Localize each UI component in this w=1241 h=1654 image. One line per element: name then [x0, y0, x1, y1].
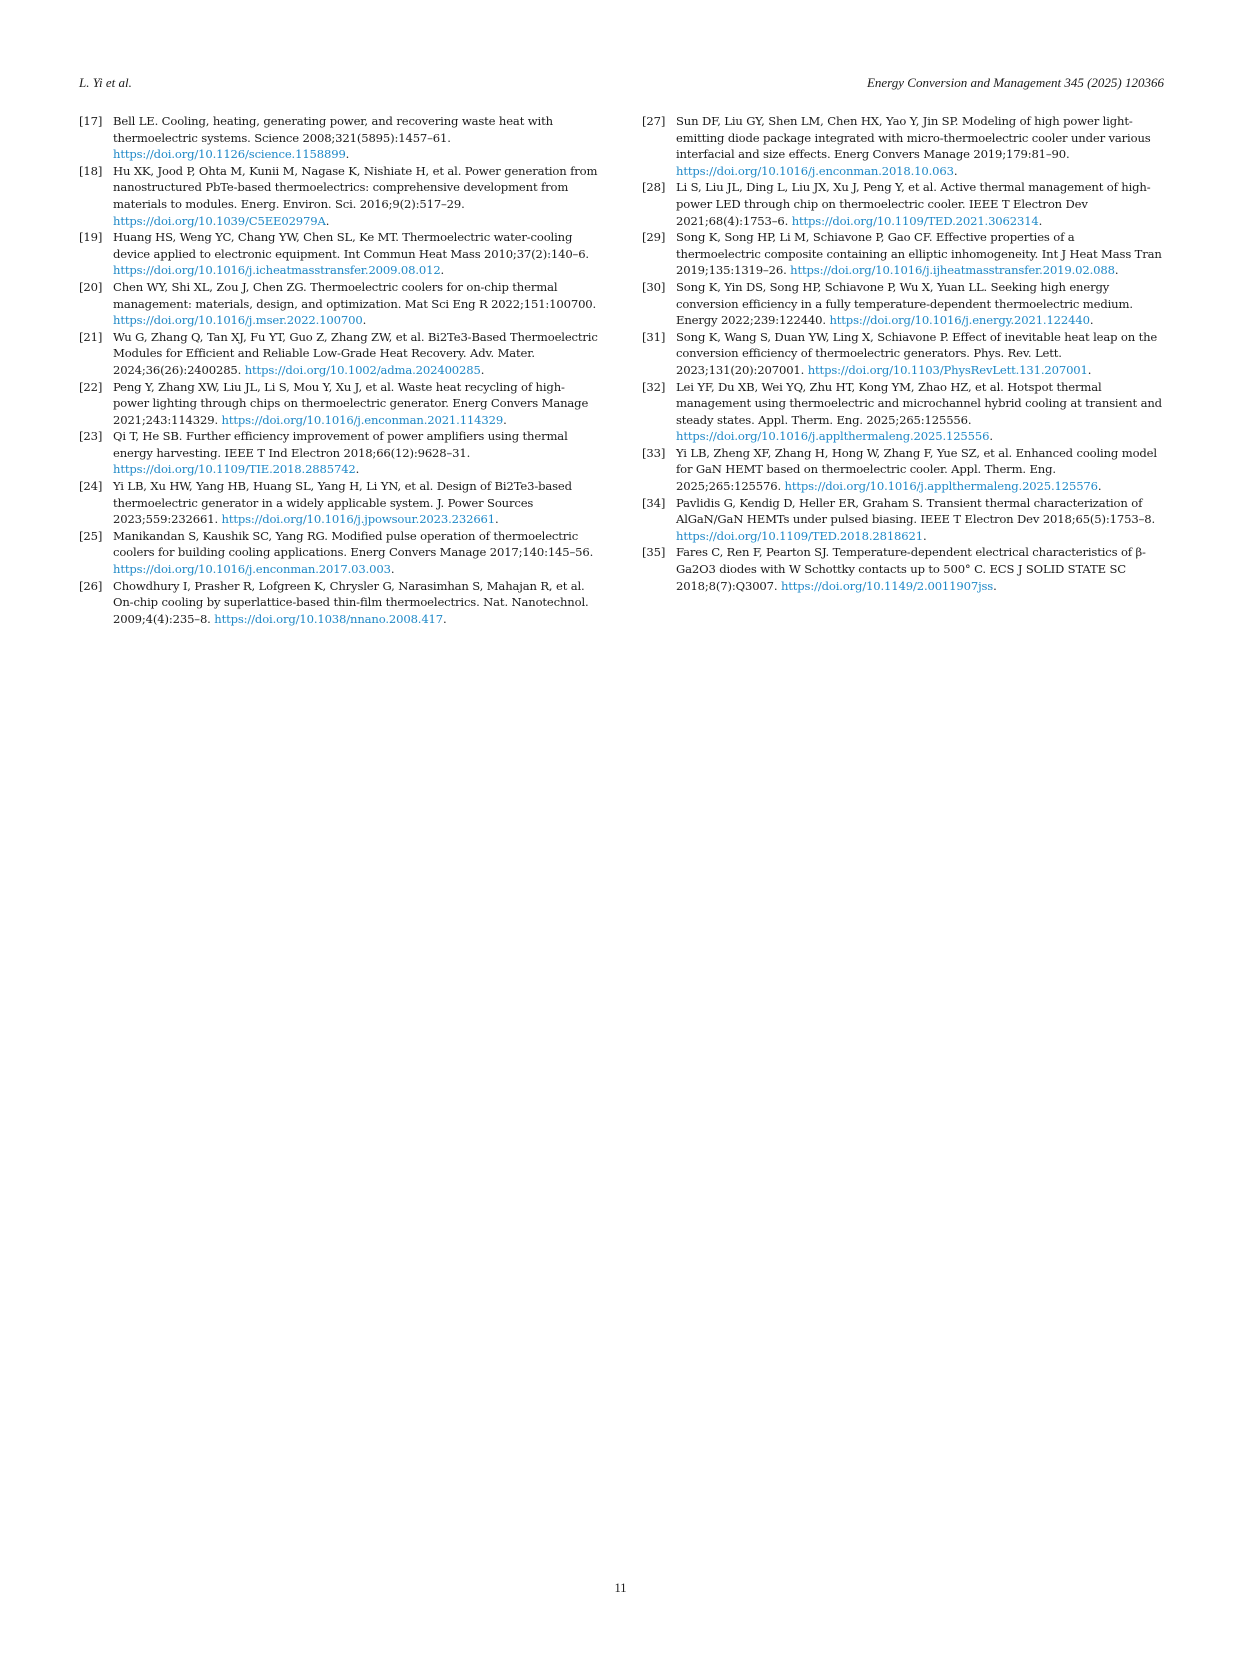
doi-link[interactable]: https://doi.org/10.1149/2.0011907jss: [780, 578, 994, 593]
doi-link[interactable]: https://doi.org/10.1016/j.applthermaleng.2025.125556: [676, 429, 990, 444]
reference-text: Lei YF, Du XB, Wei YQ, Zhu HT, Kong YM, Zhao HZ, et al. Hotspot thermal management using thermoelectric and microchannel hybrid cooling at transient and steady states. Appl. Therm. Eng. 2025;265:125556.: [676, 379, 1162, 427]
reference-item: [21] Wu G, Zhang Q, Tan XJ, Fu YT, Guo Z, Zhang ZW, et al. Bi2Te3-Based Thermoelectric Modules for Efficient and Reliable Low-Grade Heat Recovery. Adv. Mater. 2024;36(26):2400285. https://doi.org/10.1002/adma.202400285.: [79, 329, 598, 377]
reference-item: [27] Sun DF, Liu GY, Shen LM, Chen HX, Yao Y, Jin SP. Modeling of high power light-emitting diode package integrated with micro-thermoelectric cooler under various interfacial and size effects. Energ Convers Manage 2019;179:81–90. https://doi.org/10.1016/j.enconman.2018.10.063.: [642, 114, 1151, 178]
reference-text: Yi LB, Xu HW, Yang HB, Huang SL, Yang H, Li YN, et al. Design of Bi2Te3-based thermoelectric generator in a widely applicable system. J. Power Sources 2023;559:232661.: [113, 479, 572, 527]
doi-link[interactable]: https://doi.org/10.1016/j.enconman.2017.03.003: [113, 562, 391, 577]
references-column-left: [79, 113, 599, 627]
reference-item: [24] Yi LB, Xu HW, Yang HB, Huang SL, Yang H, Li YN, et al. Design of Bi2Te3-based thermoelectric generator in a widely applicable system. J. Power Sources 2023;559:232661. https://doi.org/10.1016/j.jpowsour.2023.232661.: [79, 479, 572, 527]
reference-number: [19]: [79, 230, 103, 245]
reference-text: Sun DF, Liu GY, Shen LM, Chen HX, Yao Y, Jin SP. Modeling of high power light-emitting diode package integrated with micro-thermoelectric cooler under various interfacial and size effects. Energ Convers Manage 2019;179:81–90.: [676, 114, 1151, 162]
reference-number: [31]: [642, 329, 666, 344]
reference-number: [29]: [642, 230, 666, 245]
reference-number: [20]: [79, 279, 103, 294]
reference-item: [19] Huang HS, Weng YC, Chang YW, Chen SL, Ke MT. Thermoelectric water-cooling device applied to electronic equipment. Int Commun Heat Mass 2010;37(2):140–6. https://doi.org/10.1016/j.icheatmasstransfer.2009.08.012.: [79, 230, 589, 278]
reference-item: [23] Qi T, He SB. Further efficiency improvement of power amplifiers using thermal energy harvesting. IEEE T Ind Electron 2018;66(12):9628–31. https://doi.org/10.1109/TIE.2018.2885742.: [79, 429, 568, 477]
reference-item: [18] Hu XK, Jood P, Ohta M, Kunii M, Nagase K, Nishiate H, et al. Power generation from nanostructured PbTe-based thermoelectrics: comprehensive development from materials to modules. Energ. Environ. Sci. 2016;9(2):517–29. https://doi.org/10.1039/C5EE02979A.: [79, 163, 598, 228]
doi-link[interactable]: https://doi.org/10.1016/j.jpowsour.2023.232661: [221, 512, 495, 527]
reference-text: Song K, Wang S, Duan YW, Ling X, Schiavone P. Effect of inevitable heat leap on the conversion efficiency of thermoelectric generators. Phys. Rev. Lett. 2023;131(20):207001.: [676, 329, 1158, 377]
reference-item: [22] Peng Y, Zhang XW, Liu JL, Li S, Mou Y, Xu J, et al. Waste heat recycling of high-power lighting through chips on thermoelectric generator. Energ Convers Manage 2021;243:114329. https://doi.org/10.1016/j.enconman.2021.114329.: [79, 379, 589, 427]
reference-text: Fares C, Ren F, Pearton SJ. Temperature-dependent electrical characteristics of β-Ga2O3 diodes with W Schottky contacts up to 500° C. ECS J SOLID STATE SC 2018;8(7):Q3007.: [676, 545, 1146, 593]
reference-number: [26]: [79, 578, 103, 593]
reference-item: [29] Song K, Song HP, Li M, Schiavone P, Gao CF. Effective properties of a thermoelectric composite containing an elliptic inhomogeneity. Int J Heat Mass Tran 2019;135:1319–26. https://doi.org/10.1016/j.ijheatmasstransfer.2019.02.088.: [642, 230, 1162, 278]
reference-item: [32] Lei YF, Du XB, Wei YQ, Zhu HT, Kong YM, Zhao HZ, et al. Hotspot thermal management using thermoelectric and microchannel hybrid cooling at transient and steady states. Appl. Therm. Eng. 2025;265:125556. https://doi.org/10.1016/j.applthermaleng.2025.125556.: [642, 379, 1162, 444]
reference-text: Hu XK, Jood P, Ohta M, Kunii M, Nagase K, Nishiate H, et al. Power generation from nanostructured PbTe-based thermoelectrics: comprehensive development from materials to modules. Energ. Environ. Sci. 2016;9(2):517–29.: [113, 163, 598, 211]
doi-link[interactable]: https://doi.org/10.1038/nnano.2008.417: [214, 611, 444, 626]
header-authors: L. Yi et al.: [79, 75, 132, 90]
reference-text: Chen WY, Shi XL, Zou J, Chen ZG. Thermoelectric coolers for on-chip thermal management: materials, design, and optimization. Mat Sci Eng R 2022;151:100700.: [113, 279, 597, 311]
reference-number: [21]: [79, 329, 103, 344]
reference-number: [17]: [79, 114, 103, 128]
reference-text: Chowdhury I, Prasher R, Lofgreen K, Chrysler G, Narasimhan S, Mahajan R, et al. On-chip cooling by superlattice-based thin-film thermoelectrics. Nat. Nanotechnol. 2009;4(4):235–8.: [113, 578, 589, 626]
reference-number: [34]: [642, 495, 666, 510]
reference-text: Song K, Yin DS, Song HP, Schiavone P, Wu X, Yuan LL. Seeking high energy conversion efficiency in a fully temperature-dependent thermoelectric medium. Energy 2022;239:122440.: [676, 279, 1133, 328]
doi-link[interactable]: https://doi.org/10.1016/j.energy.2021.122440: [829, 313, 1090, 328]
doi-link[interactable]: https://doi.org/10.1016/j.enconman.2018.10.063: [676, 163, 954, 178]
doi-link[interactable]: https://doi.org/10.1016/j.enconman.2021.114329: [221, 412, 504, 427]
doi-link[interactable]: https://doi.org/10.1039/C5EE02979A: [113, 213, 326, 228]
reference-text: Li S, Liu JL, Ding L, Liu JX, Xu J, Peng Y, et al. Active thermal management of high-power LED through chip on thermoelectric cooler. IEEE T Electron Dev 2021;68(4):1753–6.: [676, 180, 1151, 228]
doi-link[interactable]: https://doi.org/10.1109/TED.2021.3062314: [791, 213, 1039, 228]
reference-text: Pavlidis G, Kendig D, Heller ER, Graham S. Transient thermal characterization of AlGaN/GaN HEMTs under pulsed biasing. IEEE T Electron Dev 2018;65(5):1753–8.: [676, 495, 1155, 527]
reference-text: Bell LE. Cooling, heating, generating power, and recovering waste heat with thermoelectric systems. Science 2008;321(5895):1457–61.: [113, 114, 553, 145]
doi-link[interactable]: https://doi.org/10.1016/j.icheatmasstransfer.2009.08.012: [113, 263, 441, 278]
reference-number: [22]: [79, 379, 103, 394]
reference-text: Yi LB, Zheng XF, Zhang H, Hong W, Zhang F, Yue SZ, et al. Enhanced cooling model for GaN HEMT based on thermoelectric cooler. Appl. Therm. Eng. 2025;265:125576.: [676, 445, 1157, 494]
running-header: [79, 75, 1164, 95]
doi-link[interactable]: https://doi.org/10.1109/TED.2018.2818621: [676, 528, 923, 543]
reference-number: [23]: [79, 429, 103, 444]
reference-number: [32]: [642, 379, 666, 394]
reference-number: [33]: [642, 445, 666, 460]
reference-text: Qi T, He SB. Further efficiency improvement of power amplifiers using thermal energy harvesting. IEEE T Ind Electron 2018;66(12):9628–31.: [113, 429, 568, 460]
reference-item: [31] Song K, Wang S, Duan YW, Ling X, Schiavone P. Effect of inevitable heat leap on the conversion efficiency of thermoelectric generators. Phys. Rev. Lett. 2023;131(20):207001. https://doi.org/10.1103/PhysRevLett.131.207001.: [642, 329, 1158, 377]
reference-text: Peng Y, Zhang XW, Liu JL, Li S, Mou Y, Xu J, et al. Waste heat recycling of high-power lighting through chips on thermoelectric generator. Energ Convers Manage 2021;243:114329.: [113, 379, 589, 427]
doi-link[interactable]: https://doi.org/10.1103/PhysRevLett.131.207001: [807, 362, 1088, 377]
reference-number: [28]: [642, 180, 666, 195]
reference-item: [34] Pavlidis G, Kendig D, Heller ER, Graham S. Transient thermal characterization of AlGaN/GaN HEMTs under pulsed biasing. IEEE T Electron Dev 2018;65(5):1753–8. https://doi.org/10.1109/TED.2018.2818621.: [642, 495, 1155, 543]
doi-link[interactable]: https://doi.org/10.1126/science.1158899: [113, 147, 346, 162]
reference-item: [20] Chen WY, Shi XL, Zou J, Chen ZG. Thermoelectric coolers for on-chip thermal management: materials, design, and optimization. Mat Sci Eng R 2022;151:100700. https://doi.org/10.1016/j.mser.2022.100700.: [79, 279, 597, 328]
reference-number: [18]: [79, 163, 103, 178]
reference-text: Song K, Song HP, Li M, Schiavone P, Gao CF. Effective properties of a thermoelectric composite containing an elliptic inhomogeneity. Int J Heat Mass Tran 2019;135:1319–26.: [676, 230, 1162, 278]
reference-text: Manikandan S, Kaushik SC, Yang RG. Modified pulse operation of thermoelectric coolers for building cooling applications. Energ Convers Manage 2017;140:145–56.: [113, 528, 594, 560]
doi-link[interactable]: https://doi.org/10.1016/j.ijheatmasstransfer.2019.02.088: [790, 263, 1115, 278]
page-number: 11: [614, 1581, 627, 1595]
reference-item: [35] Fares C, Ren F, Pearton SJ. Temperature-dependent electrical characteristics of β-Ga2O3 diodes with W Schottky contacts up to 500° C. ECS J SOLID STATE SC 2018;8(7):Q3007. https://doi.org/10.1149/2.0011907jss.: [642, 545, 1146, 593]
reference-number: [25]: [79, 528, 103, 543]
reference-item: [30] Song K, Yin DS, Song HP, Schiavone P, Wu X, Yuan LL. Seeking high energy conversion efficiency in a fully temperature-dependent thermoelectric medium. Energy 2022;239:122440. https://doi.org/10.1016/j.energy.2021.122440.: [642, 279, 1133, 328]
reference-item: [33] Yi LB, Zheng XF, Zhang H, Hong W, Zhang F, Yue SZ, et al. Enhanced cooling model for GaN HEMT based on thermoelectric cooler. Appl. Therm. Eng. 2025;265:125576. https://doi.org/10.1016/j.applthermaleng.2025.125576.: [642, 445, 1157, 494]
reference-number: [24]: [79, 479, 103, 494]
doi-link[interactable]: https://doi.org/10.1016/j.applthermaleng.2025.125576: [784, 479, 1098, 494]
reference-item: [26] Chowdhury I, Prasher R, Lofgreen K, Chrysler G, Narasimhan S, Mahajan R, et al. On-chip cooling by superlattice-based thin-film thermoelectrics. Nat. Nanotechnol. 2009;4(4):235–8. https://doi.org/10.1038/nnano.2008.417.: [79, 578, 589, 626]
reference-text: Wu G, Zhang Q, Tan XJ, Fu YT, Guo Z, Zhang ZW, et al. Bi2Te3-Based Thermoelectric Modules for Efficient and Reliable Low-Grade Heat Recovery. Adv. Mater. 2024;36(26):2400285.: [113, 329, 598, 377]
reference-item: [28] Li S, Liu JL, Ding L, Liu JX, Xu J, Peng Y, et al. Active thermal management of high-power LED through chip on thermoelectric cooler. IEEE T Electron Dev 2021;68(4):1753–6. https://doi.org/10.1109/TED.2021.3062314.: [642, 180, 1151, 228]
reference-item: [17] Bell LE. Cooling, heating, generating power, and recovering waste heat with thermoelectric systems. Science 2008;321(5895):1457–61. https://doi.org/10.1126/science.1158899.: [79, 114, 553, 162]
reference-number: [35]: [642, 545, 666, 560]
doi-link[interactable]: https://doi.org/10.1002/adma.202400285: [244, 362, 481, 377]
doi-link[interactable]: https://doi.org/10.1016/j.mser.2022.100700: [113, 313, 363, 328]
reference-number: [27]: [642, 114, 666, 128]
reference-number: [30]: [642, 279, 666, 294]
header-journal: Energy Conversion and Management 345 (2025) 120366: [866, 75, 1164, 90]
reference-text: Huang HS, Weng YC, Chang YW, Chen SL, Ke MT. Thermoelectric water-cooling device applied to electronic equipment. Int Commun Heat Mass 2010;37(2):140–6.: [113, 230, 589, 261]
references-column-right: [642, 113, 1162, 594]
reference-item: [25] Manikandan S, Kaushik SC, Yang RG. Modified pulse operation of thermoelectric coolers for building cooling applications. Energ Convers Manage 2017;140:145–56. https://doi.org/10.1016/j.enconman.2017.03.003.: [79, 528, 594, 577]
doi-link[interactable]: https://doi.org/10.1109/TIE.2018.2885742: [113, 462, 356, 477]
